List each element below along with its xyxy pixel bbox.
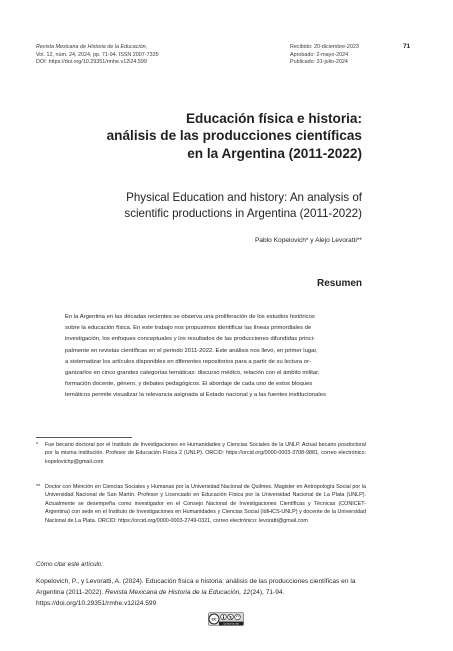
abstract-line: palmente en revistas científicas en el periodo 2011-2022. Este análisis nos llevó, en primer lugar, <box>65 347 318 354</box>
title-line: en la Argentina (2011-2022) <box>187 145 362 161</box>
abstract-line: formación docente, género, y debates pedagógicos. El abordaje de cada uno de estos bloques <box>65 381 313 388</box>
title-line: Educación física e historia: <box>185 111 362 126</box>
citation <box>36 576 366 609</box>
article-dates <box>290 44 359 67</box>
abstract-line: investigación, los enfoques conceptuales y los resultados de las producciones difundidas princi- <box>65 336 315 343</box>
footnote-divider <box>36 437 132 438</box>
abstract-line: sobre la educación física. En este trabajo nos propusimos identificar las líneas primordiales de <box>65 325 312 332</box>
footnote <box>36 483 366 525</box>
citation-label: Cómo citar este artículo: <box>36 561 104 568</box>
svg-text:cc: cc <box>211 616 217 622</box>
abstract-line: a sistematizar los artículos disponibles en diferentes repositorios para a partir de su lectura or- <box>65 358 311 365</box>
title-line: análisis de las producciones científicas <box>106 128 362 144</box>
license-text: cc by nc sa <box>223 621 239 626</box>
citation-journal: Revista Mexicana de Historia de la Educación, 12 <box>105 589 251 596</box>
citation-text: Kopelovich, P., y Levoratti, A. (2024). Educación física e historia: análisis de las producciones científicas en la Argentina (2011-2022). <box>36 578 356 596</box>
citation-text-end: (24), 71-94. https://doi.org/10.29351/rmhe.v12i24.599 <box>36 589 285 607</box>
section-heading: Resumen <box>316 278 362 289</box>
abstract-line: En la Argentina en las décadas recientes se observa una proliferación de los estudios históricos <box>65 314 315 320</box>
journal-doi: DOI: https://doi.org/10.29351/rmhe.v12i24.599 <box>36 59 147 66</box>
abstract <box>65 312 363 402</box>
authors: Pablo Kopelovich* y Alejo Levoratti** <box>254 237 362 244</box>
footnote-mark: * <box>36 442 39 448</box>
article-subtitle <box>124 190 362 222</box>
published-date: Publicado: 31-julio-2024 <box>290 59 348 66</box>
page-number: 71 <box>403 43 411 50</box>
approved-date: Aprobado: 2-mayo-2024 <box>290 51 349 58</box>
journal-volume: Vol. 12, núm. 24, 2024, pp. 71-94. ISSN 2007-7335 <box>36 51 159 58</box>
footnote <box>36 441 366 466</box>
received-date: Recibido: 20-diciembre-2023 <box>290 44 359 50</box>
subtitle-line: scientific productions in Argentina (2011-2022) <box>124 207 362 220</box>
creative-commons-license-icon <box>208 612 244 626</box>
journal-info <box>36 44 159 67</box>
abstract-line: ganizarlos en cinco grandes categorías temáticas: discurso médico, relación con el ámbito militar, <box>65 370 320 377</box>
subtitle-line: Physical Education and history: An analysis of <box>126 191 362 204</box>
footnote-text: Fue becario doctoral por el Instituto de Investigaciones en Humanidades y Ciencias Sociales de la UNLP. Actual becario posdoctoral por la misma institución. Profesor de Educación Física 2 (UNLP). ORCID: https://orcid.org/0000-0003-3708-9881, correo electrónico: kopelovichp@gmail.com <box>45 442 366 465</box>
abstract-line: temáticos permite visualizar la relevancia asignada al Estado nacional y a las fuentes institucionales <box>65 392 326 399</box>
footnote-text: Doctor con Mención en Ciencias Sociales y Humanas por la Universidad Nacional de Quilmes. Magister en Antropología Social por la Universidad Nacional de San Martín. Profesor y Licenciado en Educación Física por la Universidad Nacional de La Plata (UNLP). Actualmente se desempeña como investigador en el Consejo Nacional de Investigaciones Científicas y Técnicas (CONICET-Argentina) con sede en el Instituto de Investigaciones en Humanidades y Ciencias Social (IdIHCS-UNLP) y docente de la Universidad Nacional de La Plata. ORCID: https://orcid.org/0000-0003-2749-0321, correo electrónico: levoratti@gmail.com <box>45 484 366 524</box>
article-title <box>107 110 362 162</box>
journal-name: Revista Mexicana de Historia de la Educación, <box>36 44 148 50</box>
footnote-mark: ** <box>36 484 41 490</box>
